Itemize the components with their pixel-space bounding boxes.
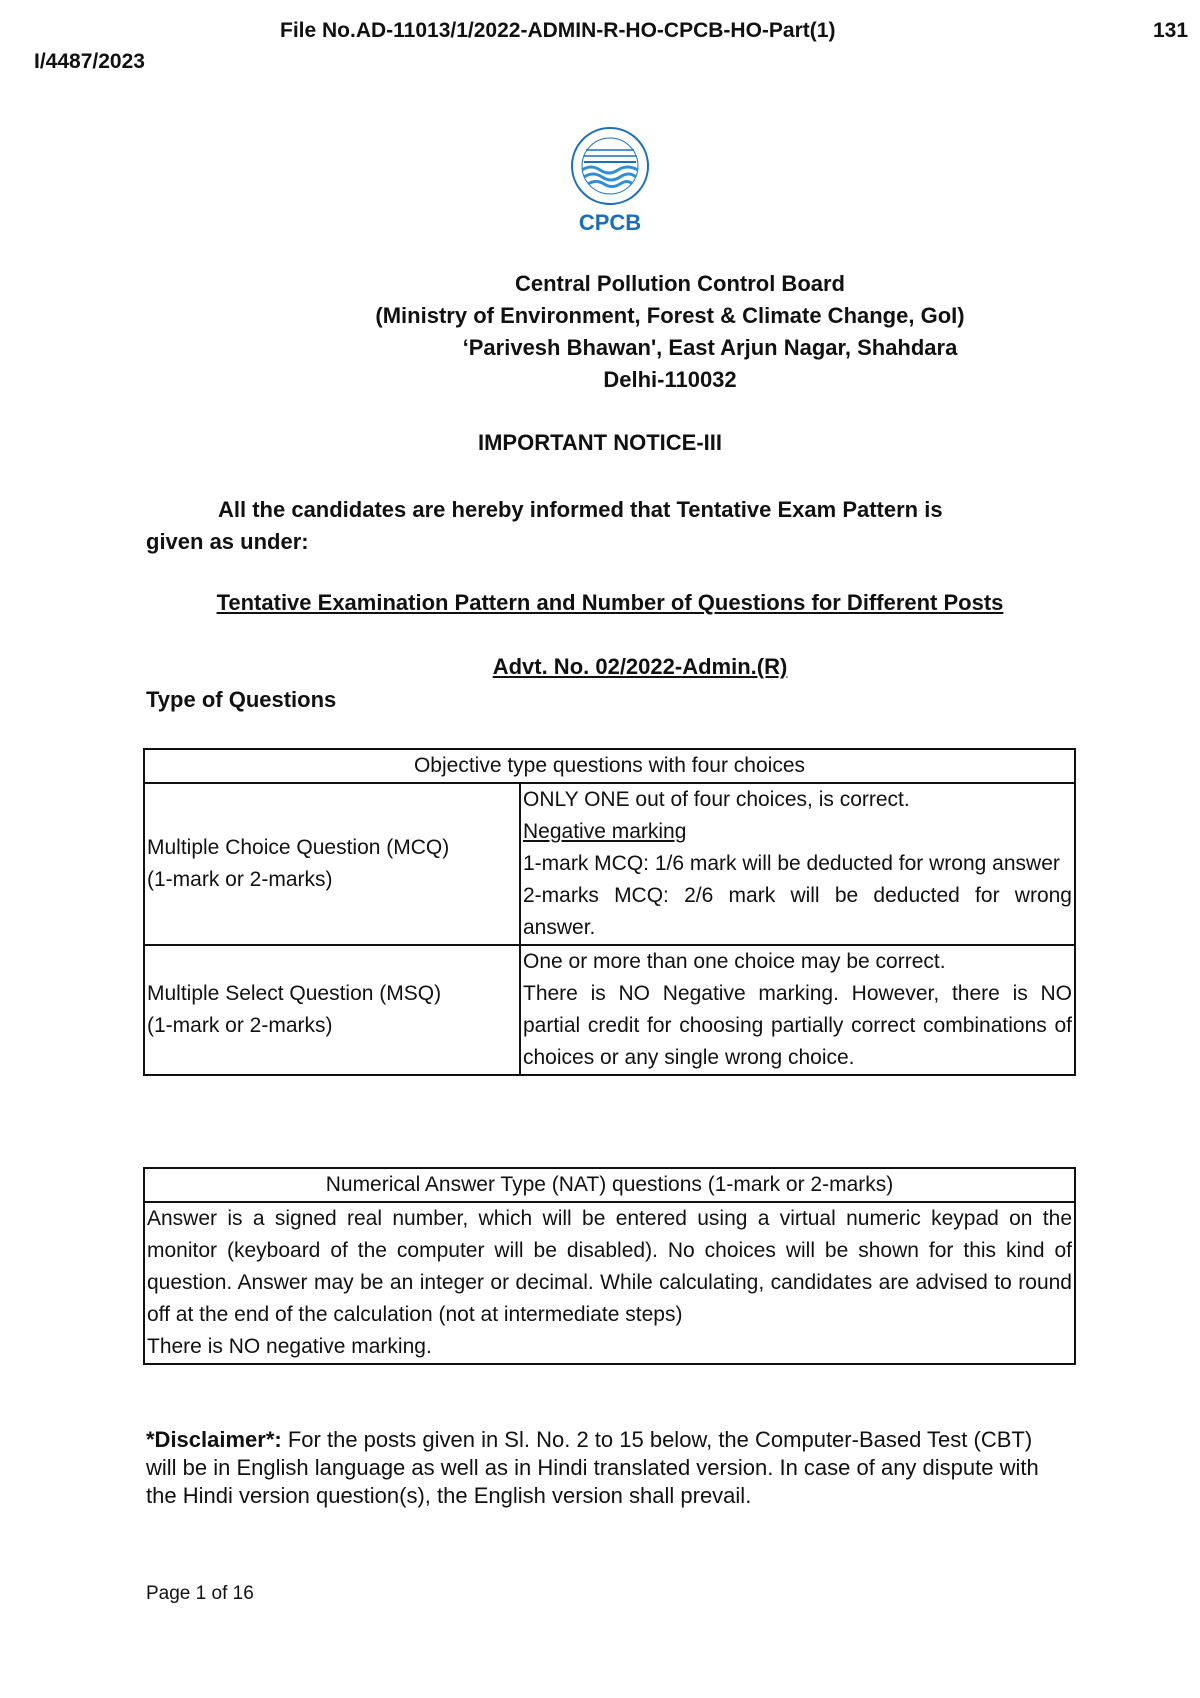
disclaimer-text: For the posts given in Sl. No. 2 to 15 below, the Computer-Based Test (CBT) will be in English language as well as in Hindi translated version. In case of any dispute with the Hindi version question(s), the English version shall prevail. [146, 1427, 1039, 1508]
nat-description-cell: Answer is a signed real number, which will be entered using a virtual numeric keypad on the monitor (keyboard of the computer will be disabled). No choices will be shown for this kind of question. Answer may be an integer or decimal. While calculating, candidates are advised to round off at the end of the calculation (not at intermediate steps) There is NO negative marking. [144, 1202, 1075, 1364]
disclaimer-label: *Disclaimer*: [146, 1427, 282, 1452]
reference-number: I/4487/2023 [34, 50, 145, 73]
msq-row [144, 945, 1075, 1075]
mcq-description-cell: ONLY ONE out of four choices, is correct. Negative marking 1-mark MCQ: 1/6 mark will be deducted for wrong answer 2-marks MCQ: 2/6 mark will be deducted for wrong answer. [520, 783, 1075, 945]
nat-body-row [144, 1202, 1075, 1364]
organization-name: Central Pollution Control Board [515, 271, 845, 296]
objective-questions-table [143, 748, 1076, 1076]
table-header-row [144, 749, 1075, 783]
negative-marking-label: Negative marking [523, 820, 687, 843]
advertisement-number: Advt. No. 02/2022-Admin.(R) [492, 654, 788, 679]
msq-type-cell: Multiple Select Question (MSQ) (1-mark or 2-marks) [144, 945, 520, 1075]
intro-line-1: All the candidates are hereby informed that Tentative Exam Pattern is [218, 497, 943, 522]
file-number: File No.AD-11013/1/2022-ADMIN-R-HO-CPCB-HO-Part(1) [280, 19, 836, 42]
type-of-questions-heading: Type of Questions [146, 687, 337, 712]
page-footer: Page 1 of 16 [146, 1583, 254, 1604]
table-header-row [144, 1168, 1075, 1202]
intro-line-2: given as under: [146, 529, 309, 554]
objective-table-header: Objective type questions with four choices [144, 749, 1075, 783]
logo-label: CPCB [578, 210, 642, 235]
address-line: ‘Parivesh Bhawan', East Arjun Nagar, Shahdara [462, 335, 958, 360]
ministry-name: (Ministry of Environment, Forest & Climate Change, GoI) [375, 303, 965, 328]
pattern-title: Tentative Examination Pattern and Number of Questions for Different Posts [216, 590, 1004, 615]
nat-table-header: Numerical Answer Type (NAT) questions (1-mark or 2-marks) [144, 1168, 1075, 1202]
cpcb-logo [560, 118, 660, 236]
mcq-row [144, 783, 1075, 945]
msq-description-cell: One or more than one choice may be correct. There is NO Negative marking. However, there is NO partial credit for choosing partially correct combinations of choices or any single wrong choice. [520, 945, 1075, 1075]
city-line: Delhi-110032 [603, 367, 737, 392]
mcq-type-cell: Multiple Choice Question (MCQ) (1-mark or 2-marks) [144, 783, 520, 945]
cpcb-emblem-icon [560, 118, 660, 236]
disclaimer [146, 1426, 1066, 1510]
notice-title: IMPORTANT NOTICE-III [477, 430, 723, 455]
nat-questions-table [143, 1167, 1076, 1365]
page-number: 131 [1153, 19, 1189, 42]
notice-intro [146, 494, 1046, 558]
